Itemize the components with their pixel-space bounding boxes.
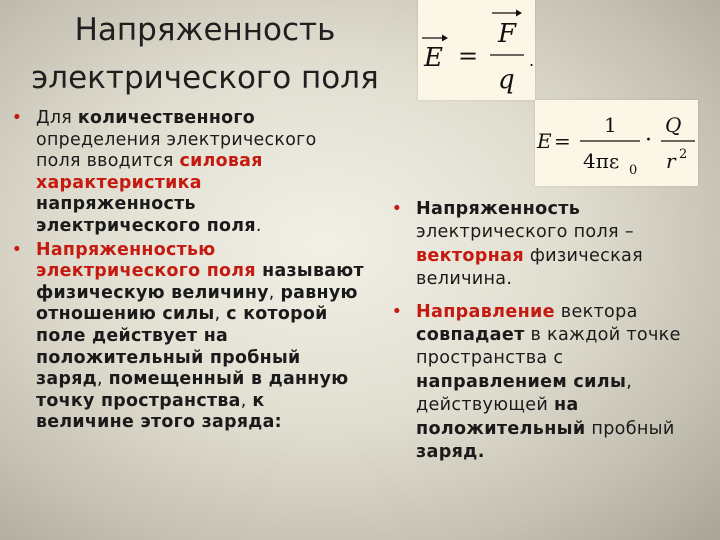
bullet-vector-direction bbox=[386, 301, 706, 465]
text-run-bold: направлением силы bbox=[416, 371, 627, 392]
slide-title-line-1: Напряженность bbox=[74, 12, 336, 48]
text-run-bold: равную отношению силы bbox=[36, 282, 358, 325]
formula2-denominator-r: r bbox=[666, 149, 676, 173]
text-run: физическая величина. bbox=[416, 245, 643, 290]
text-run-bold: . bbox=[477, 442, 485, 463]
text-run: , bbox=[214, 304, 227, 325]
text-run-bold: заряд bbox=[416, 442, 478, 463]
formula2-multiply-dot: · bbox=[645, 128, 652, 153]
formula2-lhs-e: E bbox=[537, 129, 552, 153]
formula2-equals: = bbox=[554, 129, 571, 153]
text-run: , bbox=[268, 282, 281, 303]
text-run: в каждой точке пространства с bbox=[416, 325, 681, 369]
text-run-bold: на положительный bbox=[416, 395, 586, 439]
formula-point-charge-field bbox=[535, 100, 698, 186]
text-run: , действующей bbox=[416, 371, 633, 416]
formula-lhs-e: E bbox=[424, 43, 443, 73]
bullet-dot-icon: • bbox=[391, 199, 403, 219]
bullet-field-strength-definition bbox=[6, 240, 366, 434]
text-run: . bbox=[255, 215, 262, 236]
text-run: Для bbox=[36, 108, 78, 128]
text-run-bold: к величине этого заряда bbox=[36, 390, 275, 433]
text-run: , bbox=[97, 369, 109, 390]
formula2-subscript-0: 0 bbox=[629, 163, 638, 178]
formula2-superscript-2: 2 bbox=[679, 147, 688, 162]
text-run: электрического поля – bbox=[416, 222, 634, 243]
vector-arrow-f bbox=[492, 10, 522, 17]
formula2-denominator-4pi-eps: 4πε bbox=[583, 149, 620, 173]
text-run-red: силовая характеристика bbox=[36, 151, 263, 193]
bullet-dot-icon: • bbox=[391, 301, 403, 322]
bullet-dot-icon: • bbox=[11, 239, 23, 260]
formula2-numerator-q: Q bbox=[665, 113, 682, 137]
formula-trailing-dot: . bbox=[529, 51, 535, 70]
text-run: пробный bbox=[585, 418, 675, 439]
text-run-bold: количественного bbox=[77, 108, 256, 128]
formula-field-strength-definition bbox=[418, 0, 535, 100]
text-run-bold: называют физическую величину bbox=[36, 261, 364, 303]
text-run: , bbox=[240, 390, 253, 411]
formula-numerator-f: F bbox=[498, 19, 517, 49]
bullet-quantitative-definition bbox=[6, 108, 366, 238]
text-run-red: Направление bbox=[416, 301, 555, 322]
text-run-red: Напряженностью электрического поля bbox=[36, 239, 256, 282]
right-bullet-list bbox=[386, 198, 706, 464]
formula-equals: = bbox=[458, 42, 479, 70]
left-bullet-list bbox=[6, 108, 366, 434]
text-run: определения электрического поля вводится bbox=[36, 129, 317, 172]
bullet-vector-quantity bbox=[386, 198, 706, 292]
text-run-bold: помещенный в данную точку пространства bbox=[36, 369, 349, 411]
slide-title bbox=[0, 6, 410, 102]
slide-title-line-2: электрического поля bbox=[31, 60, 379, 96]
text-run-bold: : bbox=[274, 412, 282, 433]
text-run-bold: напряженность электрического поля bbox=[36, 194, 256, 236]
text-run: вектора bbox=[554, 301, 638, 322]
formula-denominator-q: q bbox=[498, 65, 515, 95]
formula2-numerator-1: 1 bbox=[604, 113, 617, 137]
bullet-dot-icon: • bbox=[11, 108, 23, 128]
text-run-bold: Напряженность bbox=[416, 199, 581, 219]
text-run-bold: с которой поле действует на положительный пробный заряд bbox=[36, 304, 328, 390]
text-run-bold: совпадает bbox=[416, 325, 525, 346]
text-run-red: векторная bbox=[416, 245, 524, 266]
vector-arrow-e bbox=[422, 35, 448, 42]
